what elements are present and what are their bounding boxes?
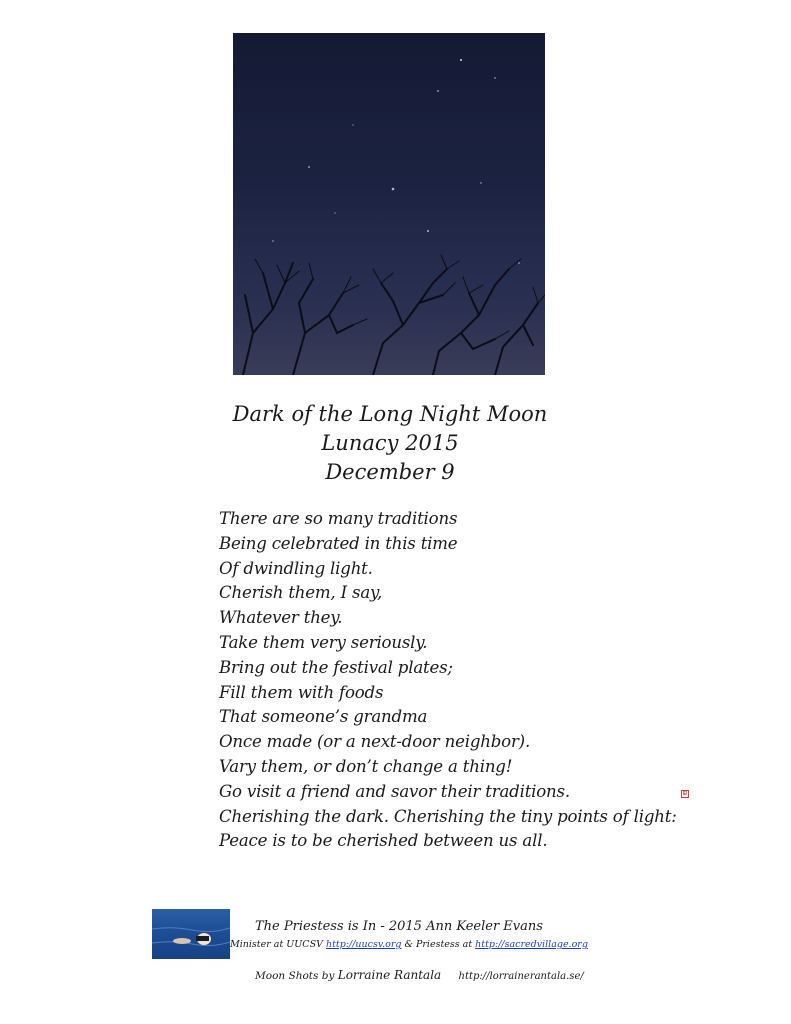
poem-line: Cherish them, I say, bbox=[219, 583, 383, 603]
poem-line: Fill them with foods bbox=[219, 682, 384, 702]
credits-photographer: Lorraine Rantala bbox=[337, 968, 442, 982]
poem-line: Go visit a friend and savor their traditions. bbox=[219, 781, 570, 801]
footer-title: The Priestess is In - 2015 Ann Keeler Evans bbox=[255, 919, 543, 934]
poem-line: Of dwindling light. bbox=[219, 558, 373, 578]
swimmer-photo bbox=[152, 909, 230, 959]
poem-line: Take them very seriously. bbox=[219, 632, 428, 652]
poem-line: Vary them, or don’t change a thing! bbox=[219, 756, 513, 776]
poem-line: Once made (or a next-door neighbor). bbox=[219, 732, 531, 752]
poem-line: Whatever they. bbox=[219, 608, 343, 628]
night-sky-illustration bbox=[233, 33, 545, 375]
footer-affiliations bbox=[230, 939, 588, 950]
poem-title-block bbox=[200, 400, 580, 487]
sacredvillage-link[interactable]: http://sacredvillage.org bbox=[475, 939, 588, 950]
poem-date: December 9 bbox=[325, 460, 455, 484]
poem-line: Peace is to be cherished between us all. bbox=[219, 831, 548, 851]
poem-subtitle: Lunacy 2015 bbox=[321, 431, 459, 455]
credits-url: http://lorrainerantala.se/ bbox=[458, 971, 584, 982]
credits-label: Moon Shots by bbox=[255, 970, 335, 982]
expand-marker-icon[interactable]: ⊞ bbox=[682, 790, 688, 797]
photo-credits bbox=[255, 968, 584, 982]
minister-label: Minister at UUCSV bbox=[230, 939, 323, 950]
poem-line: Cherishing the dark. Cherishing the tiny points of light: bbox=[219, 806, 677, 826]
poem-line: There are so many traditions bbox=[219, 509, 458, 528]
poem-title: Dark of the Long Night Moon bbox=[232, 402, 548, 426]
swimmer-illustration bbox=[152, 909, 230, 959]
poem-line: That someone’s grandma bbox=[219, 707, 428, 727]
uucsv-link[interactable]: http://uucsv.org bbox=[325, 939, 402, 950]
poem-line: Being celebrated in this time bbox=[219, 533, 458, 553]
poem-line: Bring out the festival plates; bbox=[219, 657, 453, 677]
poem-body bbox=[219, 507, 677, 854]
priestess-label: & Priestess at bbox=[404, 939, 473, 950]
night-sky-photo bbox=[233, 33, 545, 375]
